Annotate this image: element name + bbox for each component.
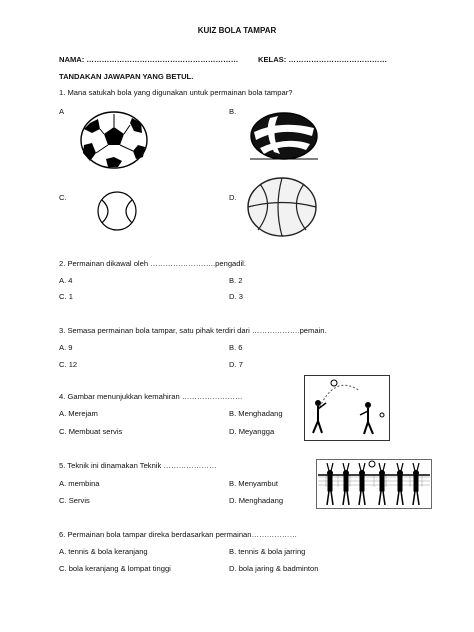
blocking-players-image: [316, 459, 432, 509]
soccer-ball-image: [80, 111, 148, 169]
q3-option-b: B. 6: [229, 343, 243, 352]
passing-players-image: [304, 375, 390, 441]
q4-option-c: C. Membuat servis: [59, 427, 123, 436]
quiz-title: KUIZ BOLA TAMPAR: [197, 26, 277, 35]
q6-option-b: B. tennis & bola jarring: [229, 547, 306, 556]
q2-option-d: D. 3: [229, 292, 243, 301]
question-4: 4. Gambar menunjukkan kemahiran ……………………: [59, 392, 243, 401]
q4-option-b: B. Menghadang: [229, 409, 283, 418]
q4-option-d: D. Meyangga: [229, 427, 275, 436]
q4-option-a: A. Merejam: [59, 409, 98, 418]
class-field: KELAS: …………………………………: [258, 55, 388, 64]
question-6: 6. Permainan bola tampar direka berdasarkan permainan………………: [59, 530, 298, 539]
q5-option-a: A. membina: [59, 479, 100, 488]
q5-option-b: B. Menyambut: [229, 479, 278, 488]
q6-option-c: C. bola keranjang & lompat tinggi: [59, 564, 171, 573]
q5-option-c: C. Servis: [59, 496, 90, 505]
instruction: TANDAKAN JAWAPAN YANG BETUL.: [59, 72, 194, 81]
q6-option-d: D. bola jaring & badminton: [229, 564, 319, 573]
q1-option-a: A: [59, 107, 65, 116]
name-field: NAMA: ……………………………………………………: [59, 55, 239, 64]
basketball-image: [246, 176, 318, 238]
q1-option-c: C.: [59, 193, 67, 202]
q2-option-c: C. 1: [59, 292, 73, 301]
question-1: 1. Mana satukah bola yang digunakan untuk permainan bola tampar?: [59, 88, 293, 97]
q1-option-b: B.: [229, 107, 237, 116]
question-3: 3. Semasa permainan bola tampar, satu pihak terdiri dari ……………….pemain.: [59, 326, 327, 335]
q5-option-d: D. Menghadang: [229, 496, 284, 505]
question-2: 2. Permainan dikawal oleh ……………………..pengadil.: [59, 259, 246, 268]
tennis-ball-image: [96, 190, 138, 232]
q3-option-a: A. 9: [59, 343, 73, 352]
q2-option-b: B. 2: [229, 276, 243, 285]
q3-option-d: D. 7: [229, 360, 243, 369]
q1-option-d: D.: [229, 193, 237, 202]
q3-option-c: C. 12: [59, 360, 78, 369]
q6-option-a: A. tennis & bola keranjang: [59, 547, 148, 556]
question-5: 5. Teknik ini dinamakan Teknik …………………: [59, 461, 217, 470]
q2-option-a: A. 4: [59, 276, 73, 285]
volleyball-image: [250, 112, 318, 160]
